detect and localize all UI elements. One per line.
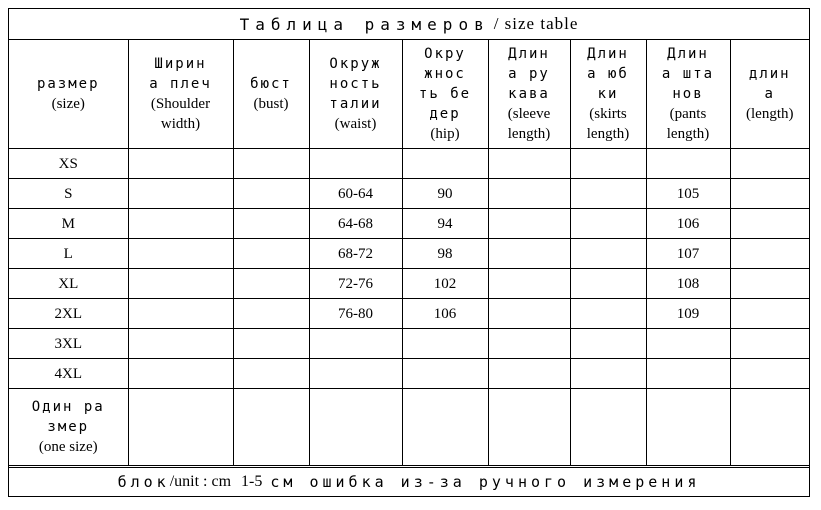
size-label-cell: XS [9,149,128,179]
size-table-frame [8,8,810,497]
table-cell [730,269,809,299]
table-cell: 60-64 [309,179,402,209]
table-cell [570,209,646,239]
table-cell [730,359,809,389]
table-row [9,359,809,389]
table-cell [128,269,233,299]
table-cell [570,359,646,389]
column-header [233,40,309,149]
table-cell [402,329,488,359]
size-label-cell: XL [9,269,128,299]
size-label-cell [9,389,128,466]
table-cell [488,389,570,466]
table-cell [128,329,233,359]
table-cell [128,149,233,179]
column-header-en: (hip) [430,126,460,142]
column-header-ru: Ширин а плеч [149,56,212,92]
table-cell: 106 [402,299,488,329]
table-cell [646,149,730,179]
title-ru: Таблица размеров [239,14,490,34]
column-header [570,40,646,149]
table-cell [233,329,309,359]
column-header-en: (bust) [253,96,289,112]
size-label-cell: 4XL [9,359,128,389]
table-cell [488,149,570,179]
table-row [9,329,809,359]
table-cell [233,179,309,209]
column-header [128,40,233,149]
column-header-en: (waist) [334,116,377,132]
table-cell: 105 [646,179,730,209]
table-row [9,149,809,179]
table-cell [730,239,809,269]
table-cell [646,389,730,466]
column-header-ru: размер [36,76,100,92]
size-label-cell: S [9,179,128,209]
table-cell [570,389,646,466]
size-table [9,40,809,466]
table-cell [570,239,646,269]
column-header-en: (size) [51,96,85,112]
table-cell [488,359,570,389]
table-row-one-size [9,389,809,466]
table-cell [488,179,570,209]
table-cell [570,269,646,299]
table-cell [309,389,402,466]
table-cell: 94 [402,209,488,239]
table-cell [233,299,309,329]
table-cell [730,179,809,209]
footer-unit-en: /unit : cm [169,473,232,490]
table-cell [730,329,809,359]
table-cell: 68-72 [309,239,402,269]
table-cell [233,149,309,179]
table-cell: 72-76 [309,269,402,299]
column-header-ru: Длин а шта нов [661,46,715,102]
table-cell [646,329,730,359]
column-header [402,40,488,149]
table-row [9,299,809,329]
table-cell [730,389,809,466]
table-cell [570,179,646,209]
table-cell [570,149,646,179]
table-cell [233,209,309,239]
table-title [9,9,809,40]
table-cell [402,359,488,389]
footer-error-range: 1-5 [241,473,263,490]
column-header-ru: Окру жнос ть бе дер [418,46,472,122]
title-en: / size table [493,14,579,33]
table-cell: 102 [402,269,488,299]
table-cell [488,239,570,269]
table-cell [128,359,233,389]
table-cell [570,299,646,329]
table-cell [730,299,809,329]
table-cell [128,239,233,269]
column-header [730,40,809,149]
table-cell: 106 [646,209,730,239]
table-row [9,239,809,269]
table-cell [233,359,309,389]
footer-unit-ru: блок [117,473,170,491]
column-header [646,40,730,149]
header-row [9,40,809,149]
table-cell [488,299,570,329]
table-cell [309,359,402,389]
table-cell [402,389,488,466]
table-cell: 98 [402,239,488,269]
size-label-cell: 3XL [9,329,128,359]
column-header-ru: длин а [748,66,791,102]
column-header-ru: Длин а юб ки [587,46,629,102]
table-cell [128,209,233,239]
column-header-ru: Окруж ность талии [329,56,382,112]
table-row [9,179,809,209]
table-footer [9,467,809,496]
table-cell [730,209,809,239]
table-cell [233,269,309,299]
one-size-ru: Один ра змер [31,399,105,435]
table-cell: 109 [646,299,730,329]
column-header-ru: Длин а ру кава [508,46,550,102]
table-cell [488,269,570,299]
table-cell [233,239,309,269]
size-label-cell: M [9,209,128,239]
table-row [9,269,809,299]
table-row [9,209,809,239]
table-cell [646,359,730,389]
column-header [488,40,570,149]
table-cell [488,329,570,359]
column-header-ru: бюст [250,76,292,92]
column-header-en: (length) [746,106,794,122]
column-header-en: (pants length) [666,106,710,142]
table-cell: 90 [402,179,488,209]
table-cell: 107 [646,239,730,269]
table-cell [128,179,233,209]
table-cell [730,149,809,179]
column-header-en: (sleeve length) [507,106,551,142]
table-cell [488,209,570,239]
table-cell [309,329,402,359]
size-label-cell: 2XL [9,299,128,329]
table-cell: 76-80 [309,299,402,329]
table-cell [570,329,646,359]
footer-error-note: см ошибка из-за ручного измерения [270,473,701,491]
table-cell [128,389,233,466]
table-cell [233,389,309,466]
column-header-en: (Shoulder width) [150,96,211,132]
column-header [309,40,402,149]
one-size-en: (one size) [38,439,98,455]
column-header [9,40,128,149]
column-header-en: (skirts length) [586,106,630,142]
table-cell [402,149,488,179]
table-cell: 64-68 [309,209,402,239]
table-cell [128,299,233,329]
table-cell: 108 [646,269,730,299]
size-label-cell: L [9,239,128,269]
table-cell [309,149,402,179]
